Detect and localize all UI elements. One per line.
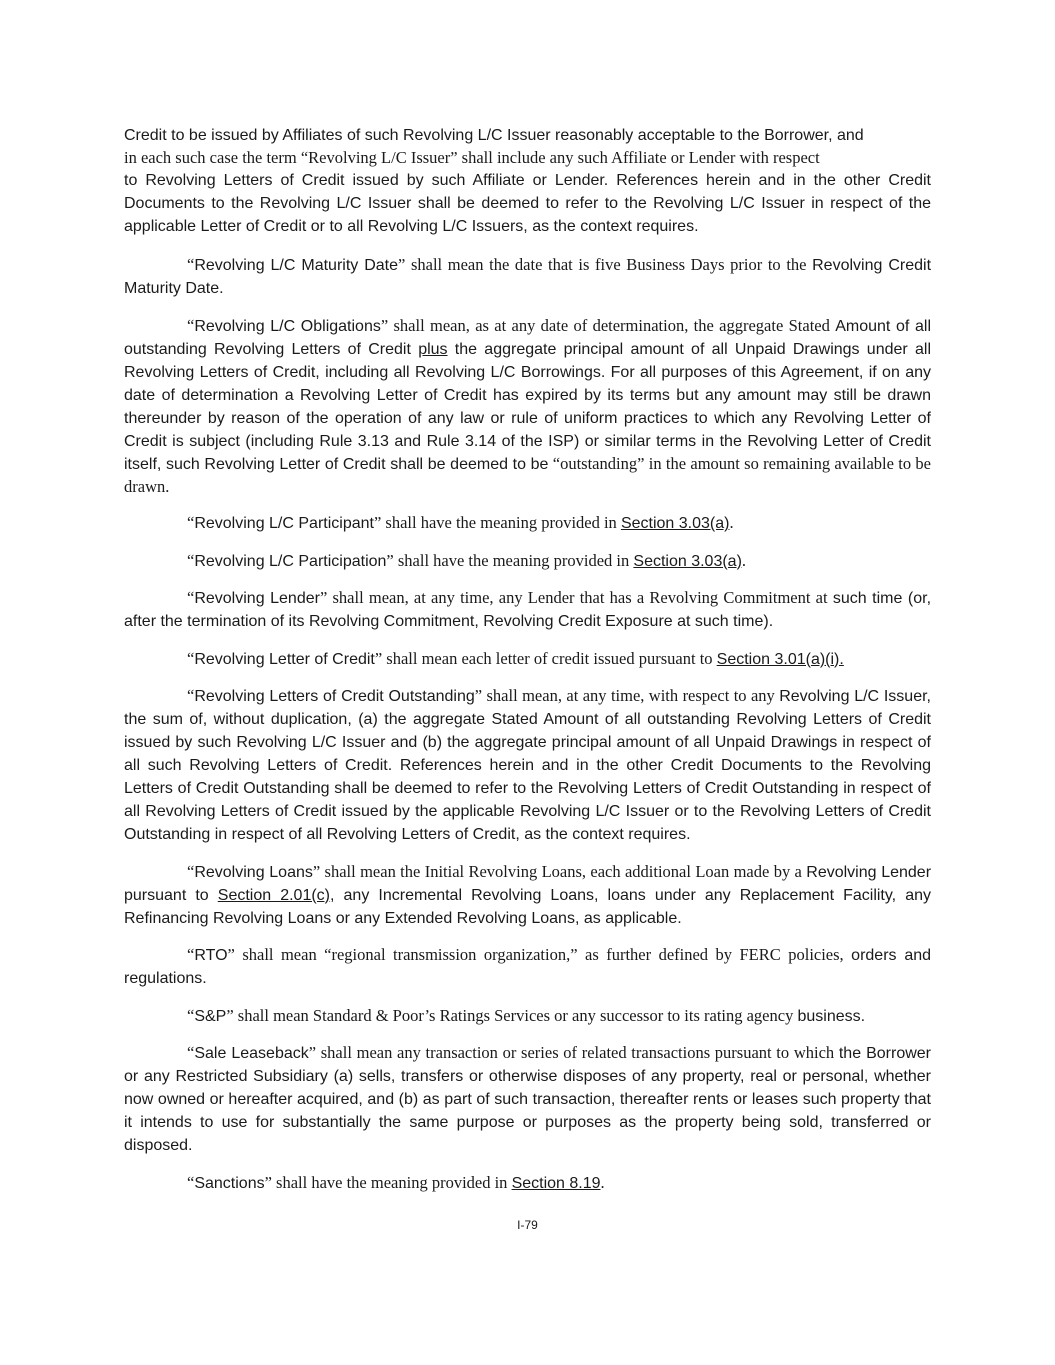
emphasis-plus: plus — [418, 340, 448, 358]
definition-revolving-lc-obligations: “Revolving L/C Obligations” shall mean, as at any date of determination, the aggregate Stated Amount of all outstanding Revolving Letters of Credit plus the aggregate principal amount of all Unpaid Drawings under all Revolving Letters of Credit, including all Revolving L/C Borrowings. For all purposes of this Agreement, if on any date of determination a Revolving Letter of Credit has expired by its terms but any amount may still be drawn thereunder by reason of the operation of any law or rule of uniform practices to which any Revolving Letter of Credit is subject (including Rule 3.13 and Rule 3.14 of the ISP) or similar terms in the Revolving Letter of Credit itself, such Revolving Letter of Credit shall be deemed to be “outstanding” in the amount so remaining available to be drawn. — [124, 315, 932, 496]
definition-revolving-letters-of-credit-outstanding: “Revolving Letters of Credit Outstanding” shall mean, at any time, with respect to any Revolving L/C Issuer, the sum of, without duplication, (a) the aggregate Stated Amount of all outstanding Revolving Letters of Credit issued by such Revolving L/C Issuer and (b) the aggregate principal amount of all Unpaid Drawings in respect of all such Revolving Letters of Credit. References herein and in the other Credit Documents to the Revolving Letters of Credit Outstanding shall be deemed to refer to the Revolving Letters of Credit Outstanding in respect of all Revolving Letters of Credit issued by the applicable Revolving L/C Issuer or to the Revolving Letters of Credit Outstanding in respect of all Revolving Letters of Credit, as the context requires. — [124, 686, 931, 843]
defined-term: RTO — [194, 947, 228, 964]
defined-term: Revolving Lender — [194, 590, 320, 607]
defined-term: Revolving L/C Participant — [194, 515, 374, 532]
section-reference-link[interactable]: Section 3.03(a) — [633, 552, 742, 570]
definition-sp: “S&P” shall mean Standard & Poor’s Ratings Services or any successor to its rating agency business. — [187, 1005, 866, 1025]
definition-sanctions: “Sanctions” shall have the meaning provided in Section 8.19. — [187, 1172, 605, 1192]
defined-term: Revolving Letter of Credit — [194, 650, 375, 668]
definition-revolving-letter-of-credit: “Revolving Letter of Credit” shall mean each letter of credit issued pursuant to Section 3.01(a)(i). — [187, 648, 844, 668]
page-number: I-79 — [517, 1218, 538, 1232]
defined-term: Revolving L/C Participation — [194, 552, 387, 570]
defined-term: S&P — [194, 1007, 227, 1025]
definition-rto: “RTO” shall mean “regional transmission organization,” as further defined by FERC policies, orders and regulations. — [124, 945, 932, 987]
paragraph-continuation: Credit to be issued by Affiliates of such Revolving L/C Issuer reasonably acceptable to the Borrower, and in each such case the term “Revolving L/C Issuer” shall include any such Affiliate or Lender with respect to Revolving Letters of Credit issued by such Affiliate or Lender. References herein and in the other Credit Documents to the Revolving L/C Issuer shall be deemed to refer to the Revolving L/C Issuer in respect of the applicable Letter of Credit or to all Revolving L/C Issuers, as the context requires. — [124, 127, 931, 235]
defined-term: Revolving L/C Obligations — [194, 317, 381, 335]
definition-revolving-lc-participant: “Revolving L/C Participant” shall have the meaning provided in Section 3.03(a). — [187, 513, 734, 532]
defined-term: Revolving Letters of Credit Outstanding — [194, 688, 475, 705]
definition-revolving-lender: “Revolving Lender” shall mean, at any time, any Lender that has a Revolving Commitment at such time (or, after the termination of its Revolving Commitment, Revolving Credit Exposure at such time). — [124, 588, 932, 630]
definition-revolving-loans: “Revolving Loans” shall mean the Initial Revolving Loans, each additional Loan made by a Revolving Lender pursuant to Section 2.01(c), any Incremental Revolving Loans, loans under any Replacement Facility, any Refinancing Revolving Loans or any Extended Revolving Loans, as applicable. — [124, 861, 932, 927]
defined-term: Revolving L/C Maturity Date — [194, 257, 399, 274]
defined-term: Sale Leaseback — [194, 1045, 309, 1062]
definition-sale-leaseback: “Sale Leaseback” shall mean any transaction or series of related transactions pursuant to which the Borrower or any Restricted Subsidiary (a) sells, transfers or otherwise disposes of any property, real or personal, whether now owned or hereafter acquired, and (b) as part of such transaction, thereafter rents or leases such property that it intends to use for substantially the same purpose or purposes as the property being sold, transferred or disposed. — [124, 1043, 931, 1154]
section-reference-link[interactable]: Section 3.03(a) — [620, 515, 730, 532]
document-page — [124, 124, 931, 1209]
section-reference-link[interactable]: Section 3.01(a)(i). — [716, 650, 844, 668]
section-reference-link[interactable]: Section 2.01(c) — [217, 886, 331, 904]
defined-term: Revolving Loans — [194, 863, 313, 881]
section-reference-link[interactable]: Section 8.19 — [511, 1174, 601, 1192]
definition-revolving-lc-maturity-date: “Revolving L/C Maturity Date” shall mean the date that is five Business Days prior to the Revolving Credit Maturity Date. — [124, 255, 932, 297]
definition-revolving-lc-participation: “Revolving L/C Participation” shall have the meaning provided in Section 3.03(a). — [187, 550, 747, 570]
defined-term: Sanctions — [194, 1174, 265, 1192]
